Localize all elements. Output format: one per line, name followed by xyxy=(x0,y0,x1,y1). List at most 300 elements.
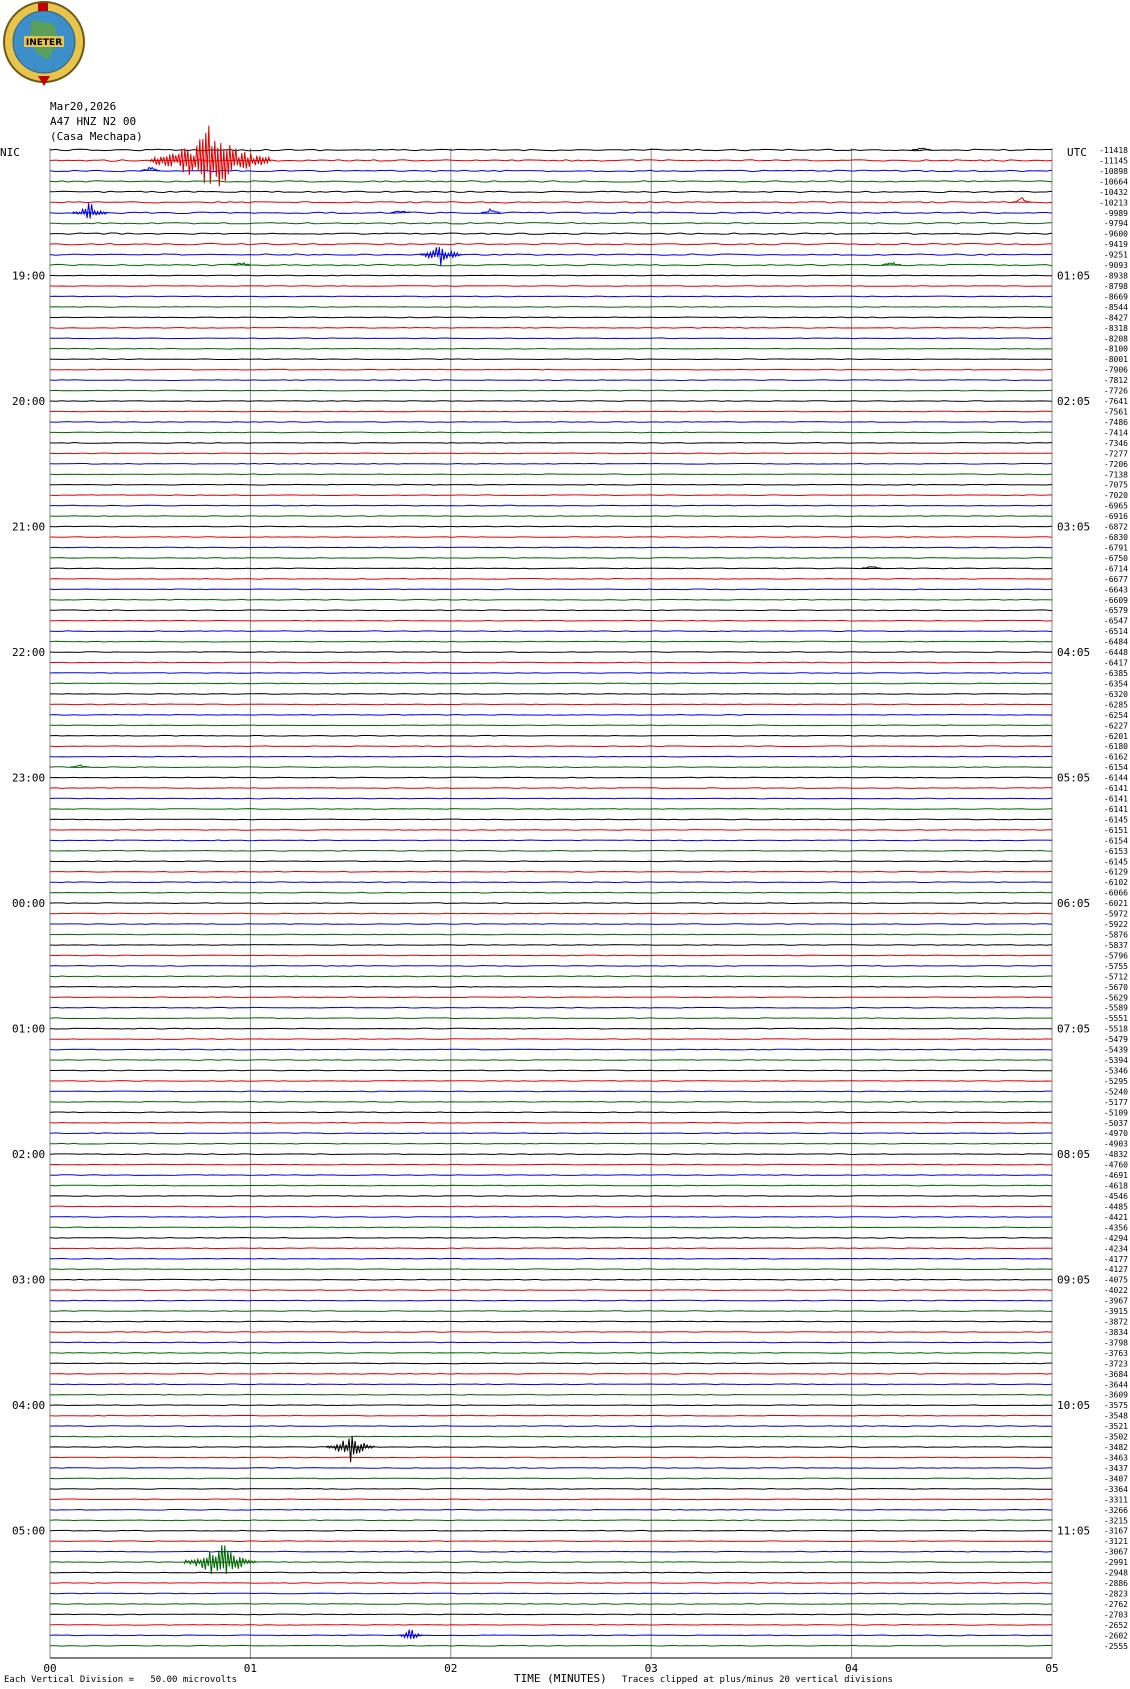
trace-line xyxy=(50,819,1052,820)
trace-line xyxy=(50,1154,1052,1155)
nic-hour-label: 23:00 xyxy=(12,771,46,785)
trace-line xyxy=(50,1102,1052,1103)
trace-offset-value: -6102 xyxy=(1103,878,1128,888)
trace-line xyxy=(50,1133,1052,1134)
trace-offset-value: -9600 xyxy=(1103,229,1128,239)
utc-hour-label: 11:05 xyxy=(1057,1524,1091,1538)
trace-offset-value: -4618 xyxy=(1103,1181,1128,1191)
trace-offset-value: -4075 xyxy=(1103,1275,1128,1285)
seismic-event xyxy=(481,209,501,213)
utc-hour-label: 08:05 xyxy=(1057,1148,1091,1162)
trace-line xyxy=(50,1457,1052,1458)
division-scale xyxy=(4,1675,237,1685)
trace-offset-value: -3575 xyxy=(1103,1401,1128,1411)
trace-offset-value: -5922 xyxy=(1103,920,1128,930)
trace-offset-value: -6227 xyxy=(1103,721,1128,731)
trace-line xyxy=(50,1007,1052,1008)
trace-offset-value: -5177 xyxy=(1103,1097,1128,1107)
trace-line xyxy=(50,1604,1052,1605)
trace-line xyxy=(50,1625,1052,1626)
trace-offset-value: -7726 xyxy=(1103,386,1128,396)
seismic-event xyxy=(399,1630,423,1639)
trace-line xyxy=(50,233,1052,234)
trace-offset-value: -4177 xyxy=(1103,1254,1128,1264)
utc-hour-label: 07:05 xyxy=(1057,1022,1091,1036)
trace-offset-value: -3364 xyxy=(1103,1484,1128,1494)
trace-line xyxy=(50,1415,1052,1416)
trace-line xyxy=(50,568,1052,569)
trace-line xyxy=(50,464,1052,465)
trace-line xyxy=(50,495,1052,496)
trace-offset-value: -8938 xyxy=(1103,271,1128,281)
trace-line xyxy=(50,945,1052,946)
trace-line xyxy=(50,307,1052,308)
trace-line xyxy=(50,411,1052,412)
trace-line xyxy=(50,202,1052,203)
clip-note: Traces clipped at plus/minus 20 vertical divisions xyxy=(622,1675,893,1685)
trace-line xyxy=(50,1185,1052,1186)
trace-offset-value: -6714 xyxy=(1103,564,1128,574)
trace-line xyxy=(50,1018,1052,1019)
trace-offset-value: -6791 xyxy=(1103,543,1128,553)
trace-line xyxy=(50,1332,1052,1333)
trace-line xyxy=(50,1635,1052,1636)
utc-hour-label: 03:05 xyxy=(1057,520,1091,534)
trace-offset-value: -5109 xyxy=(1103,1108,1128,1118)
trace-line xyxy=(50,254,1052,255)
trace-offset-value: -4127 xyxy=(1103,1265,1128,1275)
seismic-event xyxy=(150,126,270,187)
trace-line xyxy=(50,1645,1052,1646)
trace-line xyxy=(50,1258,1052,1259)
trace-offset-value: -2991 xyxy=(1103,1558,1128,1568)
seismic-event xyxy=(327,1436,375,1462)
trace-line xyxy=(50,1593,1052,1594)
x-tick-label: 04 xyxy=(844,1662,859,1675)
trace-offset-value: -3482 xyxy=(1103,1443,1128,1453)
trace-offset-value: -5037 xyxy=(1103,1118,1128,1128)
trace-offset-value: -2948 xyxy=(1103,1568,1128,1578)
trace-line xyxy=(50,317,1052,318)
trace-offset-value: -7906 xyxy=(1103,365,1128,375)
utc-hour-label: 10:05 xyxy=(1057,1399,1091,1413)
trace-offset-value: -5629 xyxy=(1103,993,1128,1003)
trace-line xyxy=(50,432,1052,433)
trace-line xyxy=(50,589,1052,590)
trace-offset-value: -3437 xyxy=(1103,1463,1128,1473)
trace-line xyxy=(50,558,1052,559)
trace-line xyxy=(50,390,1052,391)
trace-offset-value: -7561 xyxy=(1103,407,1128,417)
record-date: Mar20,2026 xyxy=(50,100,117,113)
trace-line xyxy=(50,296,1052,297)
trace-offset-value: -5240 xyxy=(1103,1087,1128,1097)
trace-line xyxy=(50,903,1052,904)
trace-offset-value: -9989 xyxy=(1103,208,1128,218)
trace-offset-value: -6066 xyxy=(1103,888,1128,898)
trace-line xyxy=(50,913,1052,914)
trace-offset-value: -6484 xyxy=(1103,637,1128,647)
trace-offset-value: -5589 xyxy=(1103,1003,1128,1013)
seismic-event xyxy=(912,148,932,150)
nic-hour-label: 19:00 xyxy=(12,269,46,283)
trace-offset-value: -2703 xyxy=(1103,1610,1128,1620)
trace-offset-value: -7346 xyxy=(1103,438,1128,448)
seismic-event xyxy=(72,203,108,218)
trace-line xyxy=(50,809,1052,810)
trace-offset-value: -3167 xyxy=(1103,1526,1128,1536)
ineter-logo-text: INETER xyxy=(25,38,63,48)
trace-offset-value: -6514 xyxy=(1103,627,1128,637)
trace-line xyxy=(50,1321,1052,1322)
trace-offset-value: -6154 xyxy=(1103,763,1128,773)
trace-offset-value: -6180 xyxy=(1103,742,1128,752)
trace-offset-value: -9093 xyxy=(1103,261,1128,271)
trace-offset-value: -8100 xyxy=(1103,344,1128,354)
trace-offset-value: -4421 xyxy=(1103,1212,1128,1222)
trace-offset-value: -6154 xyxy=(1103,836,1128,846)
trace-offset-value: -6750 xyxy=(1103,553,1128,563)
nic-hour-label: 05:00 xyxy=(12,1524,46,1538)
trace-offset-value: -10898 xyxy=(1099,166,1128,176)
seismic-event xyxy=(420,247,462,266)
trace-offset-value: -2823 xyxy=(1103,1589,1128,1599)
trace-offset-value: -6320 xyxy=(1103,689,1128,699)
trace-line xyxy=(50,170,1052,171)
trace-line xyxy=(50,328,1052,329)
trace-line xyxy=(50,1238,1052,1239)
trace-offset-value: -6285 xyxy=(1103,700,1128,710)
trace-offset-value: -4903 xyxy=(1103,1139,1128,1149)
trace-line xyxy=(50,264,1052,265)
trace-offset-value: -5551 xyxy=(1103,1014,1128,1024)
trace-offset-value: -6201 xyxy=(1103,731,1128,741)
trace-line xyxy=(50,1551,1052,1552)
trace-line xyxy=(50,505,1052,506)
trace-line xyxy=(50,892,1052,893)
trace-offset-value: -10664 xyxy=(1099,177,1128,187)
trace-offset-value: -6145 xyxy=(1103,815,1128,825)
trace-line xyxy=(50,725,1052,726)
trace-offset-value: -3215 xyxy=(1103,1516,1128,1526)
trace-offset-value: -6129 xyxy=(1103,867,1128,877)
nic-hour-label: 03:00 xyxy=(12,1273,46,1287)
trace-offset-value: -6144 xyxy=(1103,773,1128,783)
trace-offset-value: -9251 xyxy=(1103,250,1128,260)
trace-line xyxy=(50,1583,1052,1584)
seismic-event xyxy=(70,765,90,767)
trace-line xyxy=(50,484,1052,485)
trace-line xyxy=(50,1520,1052,1521)
trace-offset-value: -6145 xyxy=(1103,857,1128,867)
trace-line xyxy=(50,243,1052,244)
trace-line xyxy=(50,715,1052,716)
utc-hour-label: 04:05 xyxy=(1057,646,1091,660)
trace-line xyxy=(50,1499,1052,1500)
trace-offset-value: -4832 xyxy=(1103,1150,1128,1160)
division-value: 50.00 microvolts xyxy=(150,1675,238,1685)
trace-line xyxy=(50,1091,1052,1092)
utc-hour-label: 01:05 xyxy=(1057,269,1091,283)
trace-offset-value: -5394 xyxy=(1103,1056,1128,1066)
trace-offset-value: -6151 xyxy=(1103,825,1128,835)
trace-offset-value: -5346 xyxy=(1103,1066,1128,1076)
trace-line xyxy=(50,1405,1052,1406)
trace-line xyxy=(50,579,1052,580)
trace-offset-value: -5518 xyxy=(1103,1024,1128,1034)
nic-hour-label: 00:00 xyxy=(12,897,46,911)
trace-offset-value: -7486 xyxy=(1103,417,1128,427)
trace-line xyxy=(50,599,1052,600)
trace-line xyxy=(50,516,1052,517)
trace-offset-value: -6579 xyxy=(1103,606,1128,616)
trace-line xyxy=(50,1070,1052,1071)
trace-line xyxy=(50,1614,1052,1615)
trace-line xyxy=(50,1436,1052,1437)
trace-line xyxy=(50,1028,1052,1029)
trace-offset-value: -3834 xyxy=(1103,1327,1128,1337)
trace-line xyxy=(50,830,1052,831)
trace-offset-value: -6254 xyxy=(1103,710,1128,720)
trace-line xyxy=(50,798,1052,799)
trace-offset-value: -5796 xyxy=(1103,951,1128,961)
trace-line xyxy=(50,1081,1052,1082)
trace-line xyxy=(50,871,1052,872)
trace-offset-value: -3763 xyxy=(1103,1348,1128,1358)
trace-offset-value: -11145 xyxy=(1099,156,1128,166)
trace-line xyxy=(50,474,1052,475)
trace-offset-value: -2886 xyxy=(1103,1579,1128,1589)
trace-line xyxy=(50,1269,1052,1270)
trace-line xyxy=(50,955,1052,956)
division-text: Each Vertical Division = xyxy=(4,1675,135,1685)
trace-line xyxy=(50,537,1052,538)
trace-line xyxy=(50,610,1052,611)
trace-line xyxy=(50,1164,1052,1165)
trace-offset-value: -4546 xyxy=(1103,1192,1128,1201)
trace-line xyxy=(50,453,1052,454)
trace-line xyxy=(50,422,1052,423)
trace-line xyxy=(50,1279,1052,1280)
trace-offset-value: -10213 xyxy=(1099,198,1128,208)
trace-offset-value: -5479 xyxy=(1103,1035,1128,1045)
trace-line xyxy=(50,840,1052,841)
nic-hour-label: 20:00 xyxy=(12,395,46,409)
trace-line xyxy=(50,1217,1052,1218)
trace-line xyxy=(50,767,1052,768)
trace-offset-value: -9794 xyxy=(1103,219,1128,229)
trace-offset-value: -4294 xyxy=(1103,1233,1128,1243)
trace-line xyxy=(50,1206,1052,1207)
trace-offset-value: -6916 xyxy=(1103,512,1128,522)
x-tick-label: 02 xyxy=(444,1662,458,1675)
trace-offset-value: -5712 xyxy=(1103,972,1128,982)
trace-offset-value: -6448 xyxy=(1103,648,1128,658)
nic-hour-label: 22:00 xyxy=(12,646,46,660)
trace-offset-value: -3872 xyxy=(1103,1317,1128,1327)
trace-line xyxy=(50,380,1052,381)
trace-line xyxy=(50,401,1052,402)
trace-line xyxy=(50,348,1052,349)
trace-line xyxy=(50,694,1052,695)
trace-line xyxy=(50,861,1052,862)
trace-line xyxy=(50,777,1052,778)
x-tick-label: 03 xyxy=(644,1662,658,1675)
trace-line xyxy=(50,1311,1052,1312)
trace-offset-value: -6872 xyxy=(1103,522,1128,532)
trace-offset-value: -3311 xyxy=(1103,1495,1128,1505)
nic-hour-label: 02:00 xyxy=(12,1148,46,1162)
trace-offset-value: -3548 xyxy=(1103,1411,1128,1421)
x-tick-label: 05 xyxy=(1045,1662,1059,1675)
trace-line xyxy=(50,369,1052,370)
utc-hour-label: 06:05 xyxy=(1057,897,1091,911)
trace-offset-value: -4760 xyxy=(1103,1160,1128,1170)
trace-line xyxy=(50,788,1052,789)
trace-line xyxy=(50,181,1052,182)
trace-offset-value: -2762 xyxy=(1103,1599,1128,1609)
trace-offset-value: -5755 xyxy=(1103,961,1128,971)
trace-line xyxy=(50,1510,1052,1511)
trace-line xyxy=(50,976,1052,977)
nic-hour-label: 21:00 xyxy=(12,520,46,534)
trace-offset-value: -7138 xyxy=(1103,470,1128,480)
trace-offset-value: -3967 xyxy=(1103,1296,1128,1306)
trace-offset-value: -5837 xyxy=(1103,940,1128,950)
trace-line xyxy=(50,1122,1052,1123)
trace-line xyxy=(50,620,1052,621)
trace-offset-value: -8001 xyxy=(1103,355,1128,365)
trace-offset-value: -6547 xyxy=(1103,616,1128,626)
trace-line xyxy=(50,1227,1052,1228)
trace-line xyxy=(50,1426,1052,1427)
trace-line xyxy=(50,851,1052,852)
trace-line xyxy=(50,756,1052,757)
trace-offset-value: -10432 xyxy=(1099,187,1128,197)
trace-line xyxy=(50,1248,1052,1249)
trace-offset-value: -7277 xyxy=(1103,449,1128,459)
trace-offset-value: -6965 xyxy=(1103,501,1128,511)
trace-line xyxy=(50,1384,1052,1385)
trace-offset-value: -2555 xyxy=(1103,1641,1128,1651)
trace-line xyxy=(50,662,1052,663)
utc-hour-label: 05:05 xyxy=(1057,771,1091,785)
trace-line xyxy=(50,212,1052,213)
trace-offset-value: -6609 xyxy=(1103,595,1128,605)
trace-offset-value: -6677 xyxy=(1103,574,1128,584)
trace-line xyxy=(50,1530,1052,1531)
trace-offset-value: -5439 xyxy=(1103,1045,1128,1055)
trace-line xyxy=(50,1112,1052,1113)
trace-offset-value: -3915 xyxy=(1103,1307,1128,1317)
seismic-event xyxy=(1012,198,1032,203)
trace-offset-value: -3521 xyxy=(1103,1422,1128,1432)
trace-line xyxy=(50,641,1052,642)
trace-offset-value: -6643 xyxy=(1103,585,1128,595)
trace-line xyxy=(50,547,1052,548)
x-tick-label: 01 xyxy=(243,1662,258,1675)
trace-line xyxy=(50,286,1052,287)
seismic-event xyxy=(184,1545,256,1574)
trace-line xyxy=(50,746,1052,747)
trace-offset-value: -3121 xyxy=(1103,1537,1128,1547)
trace-offset-value: -3723 xyxy=(1103,1359,1128,1369)
trace-offset-value: -3644 xyxy=(1103,1380,1128,1390)
trace-line xyxy=(50,443,1052,444)
trace-line xyxy=(50,631,1052,632)
trace-offset-value: -4022 xyxy=(1103,1286,1128,1296)
trace-offset-value: -4234 xyxy=(1103,1244,1128,1254)
trace-offset-value: -3463 xyxy=(1103,1453,1128,1463)
trace-line xyxy=(50,652,1052,653)
trace-offset-value: -8208 xyxy=(1103,334,1128,344)
trace-line xyxy=(50,359,1052,360)
nic-hour-label: 01:00 xyxy=(12,1022,46,1036)
trace-offset-value: -6141 xyxy=(1103,784,1128,794)
trace-line xyxy=(50,1300,1052,1301)
trace-offset-value: -3502 xyxy=(1103,1432,1128,1442)
trace-line xyxy=(50,1489,1052,1490)
trace-offset-value: -6153 xyxy=(1103,846,1128,856)
trace-line xyxy=(50,735,1052,736)
trace-offset-value: -3684 xyxy=(1103,1369,1128,1379)
trace-line xyxy=(50,1394,1052,1395)
trace-line xyxy=(50,1342,1052,1343)
trace-line xyxy=(50,1447,1052,1448)
trace-offset-value: -8669 xyxy=(1103,292,1128,302)
trace-offset-value: -9419 xyxy=(1103,240,1128,250)
trace-offset-value: -7206 xyxy=(1103,459,1128,469)
trace-line xyxy=(50,275,1052,276)
trace-line xyxy=(50,1572,1052,1573)
trace-line xyxy=(50,1478,1052,1479)
trace-offset-value: -3407 xyxy=(1103,1474,1128,1484)
trace-offset-value: -4970 xyxy=(1103,1129,1128,1139)
trace-offset-value: -5972 xyxy=(1103,909,1128,919)
trace-offset-value: -6385 xyxy=(1103,669,1128,678)
trace-offset-value: -3609 xyxy=(1103,1390,1128,1400)
trace-offset-value: -7414 xyxy=(1103,428,1128,438)
trace-line xyxy=(50,924,1052,925)
trace-line xyxy=(50,1049,1052,1050)
utc-hour-label: 09:05 xyxy=(1057,1273,1091,1287)
trace-offset-value: -2652 xyxy=(1103,1620,1128,1630)
trace-offset-value: -7812 xyxy=(1103,376,1128,386)
trace-line xyxy=(50,987,1052,988)
x-axis-title: TIME (MINUTES) xyxy=(514,1672,607,1685)
utc-hour-label: 02:05 xyxy=(1057,395,1091,409)
trace-offset-value: -6141 xyxy=(1103,804,1128,814)
left-timezone-label: NIC xyxy=(0,146,20,159)
trace-line xyxy=(50,934,1052,935)
station-code: A47 HNZ N2 00 xyxy=(50,115,137,128)
trace-offset-value: -2602 xyxy=(1103,1631,1128,1641)
trace-offset-value: -4356 xyxy=(1103,1223,1128,1233)
trace-offset-value: -3266 xyxy=(1103,1505,1128,1515)
trace-line xyxy=(50,997,1052,998)
trace-line xyxy=(50,704,1052,705)
trace-line xyxy=(50,683,1052,684)
trace-offset-value: -5670 xyxy=(1103,982,1128,992)
trace-offset-value: -6162 xyxy=(1103,752,1128,762)
nic-hour-label: 04:00 xyxy=(12,1399,46,1413)
trace-line xyxy=(50,1175,1052,1176)
trace-offset-value: -4485 xyxy=(1103,1202,1128,1212)
trace-offset-value: -7075 xyxy=(1103,480,1128,490)
trace-line xyxy=(50,1363,1052,1364)
trace-line xyxy=(50,1353,1052,1354)
trace-offset-value: -7641 xyxy=(1103,397,1128,407)
